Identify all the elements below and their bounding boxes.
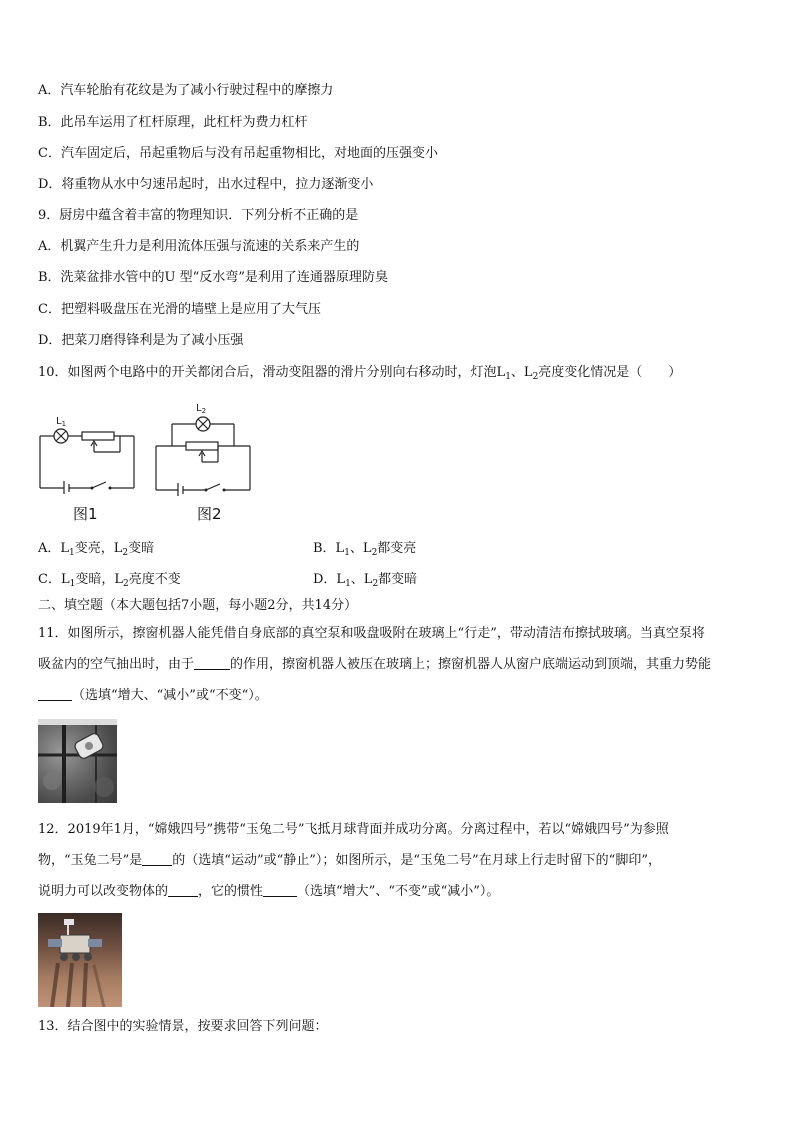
q10-option-c: C．$L_1$变暗，$L_2$亮度不变 <box>38 572 181 589</box>
q10-option-a: A．$L_1$变亮，$L_2$变暗 <box>38 541 155 558</box>
section-heading-fill-blank: 二、填空题（本大题包括7小题，每小题2分，共14分） <box>38 598 358 613</box>
svg-text:L2: $L_2$ <box>196 403 207 415</box>
q11-line-2: 吸盆内的空气抽出时，由于 的作用，擦窗机器人被压在玻璃上；擦窗机器人从窗户底端运动到顶端，其重力势能 <box>38 657 712 672</box>
q12-blank-3[interactable] <box>263 884 297 897</box>
q12-line-2: 物，“玉兔二号”是 的（选填“运动”或“静止”）；如图所示，是“玉兔二号”在月球上行走时留下的“脚印”， <box>38 853 661 868</box>
q11-blank-1[interactable] <box>194 657 230 670</box>
q8-option-c: C．汽车固定后，吊起重物后与没有吊起重物相比，对地面的压强变小 <box>38 146 438 161</box>
q9-option-a: A．机翼产生升力是利用流体压强与流速的关系来产生的 <box>38 239 360 254</box>
svg-text:L1: $L_1$ <box>56 416 67 428</box>
q9-stem: 9．厨房中蕴含着丰富的物理知识．下列分析不正确的是 <box>38 208 359 223</box>
rover-icon <box>60 935 90 953</box>
q8-option-b: B．此吊车运用了杠杆原理，此杠杆为费力杠杆 <box>38 115 308 130</box>
q12-line-1: 12．2019年1月，“嫦娥四号”携带“玉兔二号”飞抵月球背面并成功分离。分离过程中，若以“嫦娥四号”为参照 <box>38 822 669 837</box>
q8-option-d: D．将重物从水中匀速吊起时，出水过程中，拉力逐渐变小 <box>38 177 374 192</box>
q8-option-a: A．汽车轮胎有花纹是为了减小行驶过程中的摩擦力 <box>38 83 334 98</box>
circuit-figure-1 <box>36 408 138 494</box>
circuit-figure-2 <box>152 400 254 496</box>
q9-option-c: C．把塑料吸盘压在光滑的墙壁上是应用了大气压 <box>38 302 321 317</box>
q10-stem: 10．如图两个电路中的开关都闭合后，滑动变阻器的滑片分别向右移动时，灯泡$L_1$、$L_2$亮度变化情况是（ ） <box>38 365 682 382</box>
q13-stem: 13．结合图中的实验情景，按要求回答下列问题： <box>38 1019 328 1034</box>
q11-blank-2[interactable] <box>38 688 72 701</box>
figure-2-caption: 图2 <box>197 505 222 523</box>
q11-line-1: 11．如图所示，擦窗机器人能凭借自身底部的真空泵和吸盘吸附在玻璃上“行走”，带动清洁布擦拭玻璃。当真空泵将 <box>38 626 705 641</box>
q10-option-d: D．$L_1$、$L_2$都变暗 <box>313 572 418 589</box>
rheostat-1 <box>82 432 114 440</box>
figure-1-caption: 图1 <box>73 505 98 523</box>
yutu-rover-photo <box>38 913 122 1007</box>
window-robot-photo <box>38 719 117 803</box>
q12-blank-2[interactable] <box>168 884 198 897</box>
q9-option-b: B．洗菜盆排水管中的U 型“反水弯”是利用了连通器原理防臭 <box>38 270 388 285</box>
rheostat-2 <box>186 442 218 450</box>
q9-option-d: D．把菜刀磨得锋利是为了减小压强 <box>38 333 244 348</box>
q12-blank-1[interactable] <box>142 853 172 866</box>
q11-line-3: （选填“增大、“减小”或“不变“）。 <box>38 688 268 704</box>
q10-option-b: B．$L_1$、$L_2$都变亮 <box>313 541 417 558</box>
q12-line-3: 说明力可以改变物体的 ，它的惯性 （选填“增大”、“不变”或“减小”）。 <box>38 884 500 899</box>
